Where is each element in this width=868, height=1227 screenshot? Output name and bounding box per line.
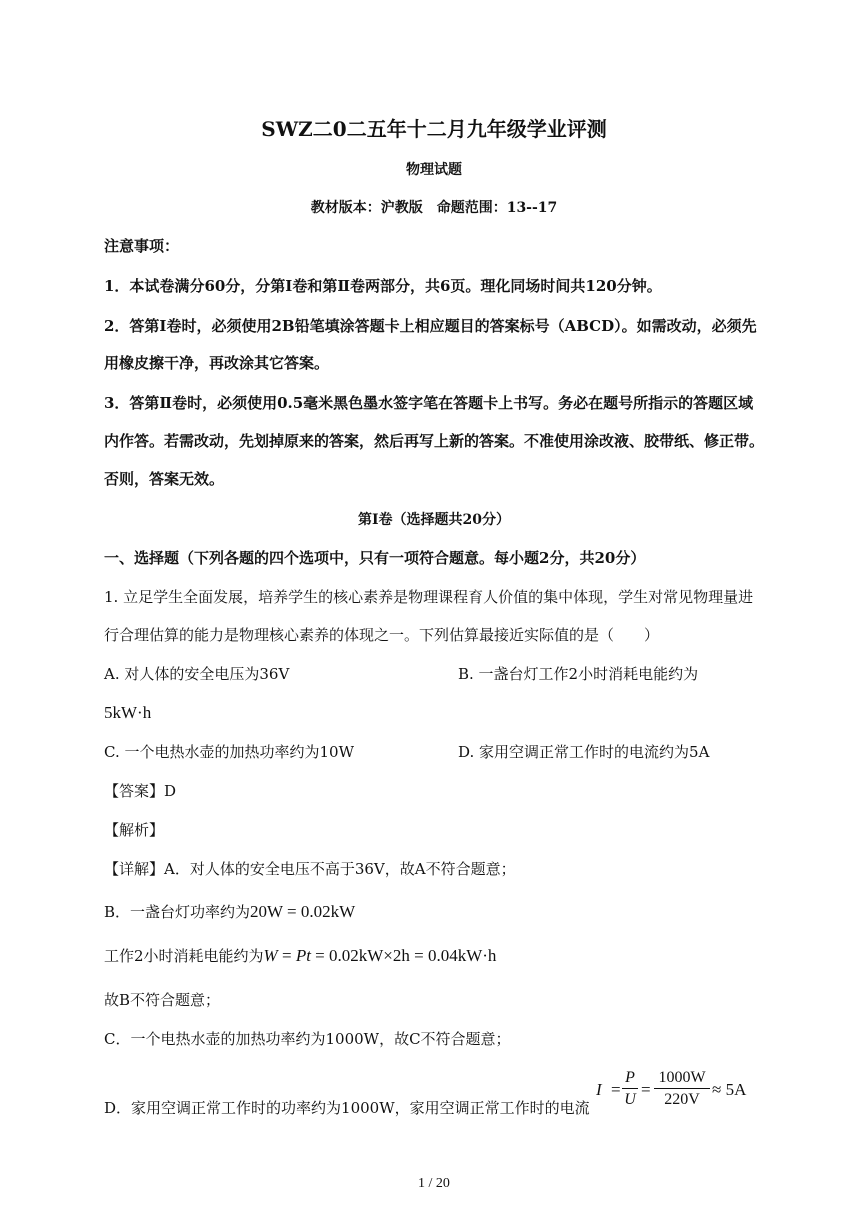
notice-item-1: 1．本试卷满分60分，分第Ⅰ卷和第Ⅱ卷两部分，共6页。理化同场时间共120分钟。 (104, 277, 662, 295)
work-text: 工作2小时消耗电能约为 (104, 947, 264, 965)
formula-result: ≈ 5A (712, 1080, 747, 1099)
detail-b-formula: 20W = 0.02kW (250, 902, 356, 921)
page-number: 1 / 20 (418, 1176, 450, 1191)
fraction-p-over-u (622, 1068, 638, 1111)
work-formula-eq: = (277, 946, 296, 965)
formula-u: U (624, 1091, 636, 1108)
analysis-heading: 【解析】 (104, 821, 165, 839)
notice-item-2b: 用橡皮擦干净，再改涂其它答案。 (104, 354, 330, 372)
exam-title: SWZ二0二五年十二月九年级学业评测 (261, 117, 607, 141)
notice-item-3a: 3．答第Ⅱ卷时，必须使用0.5毫米黑色墨水签字笔在答题卡上书写。务必在题号所指示的答题区域 (104, 394, 754, 412)
detail-b-text: B．一盏台灯功率约为 (104, 903, 251, 921)
fraction-power-over-voltage (654, 1068, 710, 1111)
option-c: C. 一个电热水壶的加热功率约为10W (104, 743, 354, 761)
option-b-value: 5kW·h (104, 703, 152, 722)
work-formula-pt: Pt (295, 946, 311, 965)
notice-heading: 注意事项： (104, 237, 180, 255)
detail-b (104, 902, 355, 922)
exam-subject: 物理试题 (406, 162, 462, 178)
work-formula-rest: = 0.02kW×2h = 0.04kW·h (310, 946, 497, 965)
formula-eq-2: = (641, 1080, 651, 1099)
detail-b-end: 故B不符合题意； (104, 991, 221, 1009)
formula-eq-1: = (611, 1080, 621, 1099)
detail-d: D．家用空调正常工作时的功率约为1000W，家用空调正常工作时的电流 (104, 1099, 590, 1117)
answer-line: 【答案】D (104, 782, 177, 800)
exam-edition: 教材版本：沪教版 命题范围：13--17 (310, 200, 558, 216)
formula-p: P (625, 1069, 635, 1086)
part-heading: 一、选择题（下列各题的四个选项中，只有一项符合题意。每小题2分，共20分） (104, 549, 646, 567)
option-d: D. 家用空调正常工作时的电流约为5A (458, 743, 710, 761)
detail-a: 【详解】A．对人体的安全电压不高于36V，故A不符合题意； (104, 860, 516, 878)
notice-item-3b: 内作答。若需改动，先划掉原来的答案，然后再写上新的答案。不准使用涂改液、胶带纸、修正带。 (104, 432, 765, 450)
formula-den: 220V (664, 1091, 700, 1108)
work-formula-w: W (263, 946, 278, 965)
question-stem-line-2: 行合理估算的能力是物理核心素养的体现之一。下列估算最接近实际值的是（ ） (104, 626, 660, 644)
work-line (104, 946, 496, 966)
formula-num: 1000W (658, 1069, 706, 1086)
notice-item-3c: 否则，答案无效。 (104, 470, 225, 488)
section-title: 第Ⅰ卷（选择题共20分） (357, 512, 511, 528)
option-b: B. 一盏台灯工作2小时消耗电能约为 (458, 665, 699, 683)
notice-item-2a: 2．答第Ⅰ卷时，必须使用2B铅笔填涂答题卡上相应题目的答案标号（ABCD）。如需改动，必须先 (104, 317, 757, 335)
option-a: A. 对人体的安全电压为36V (104, 665, 290, 683)
detail-c: C．一个电热水壶的加热功率约为1000W，故C不符合题意； (104, 1030, 511, 1048)
question-stem-line-1: 1. 立足学生全面发展，培养学生的核心素养是物理课程育人价值的集中体现，学生对常见物理量进 (104, 588, 754, 606)
formula-i: I (596, 1080, 602, 1099)
